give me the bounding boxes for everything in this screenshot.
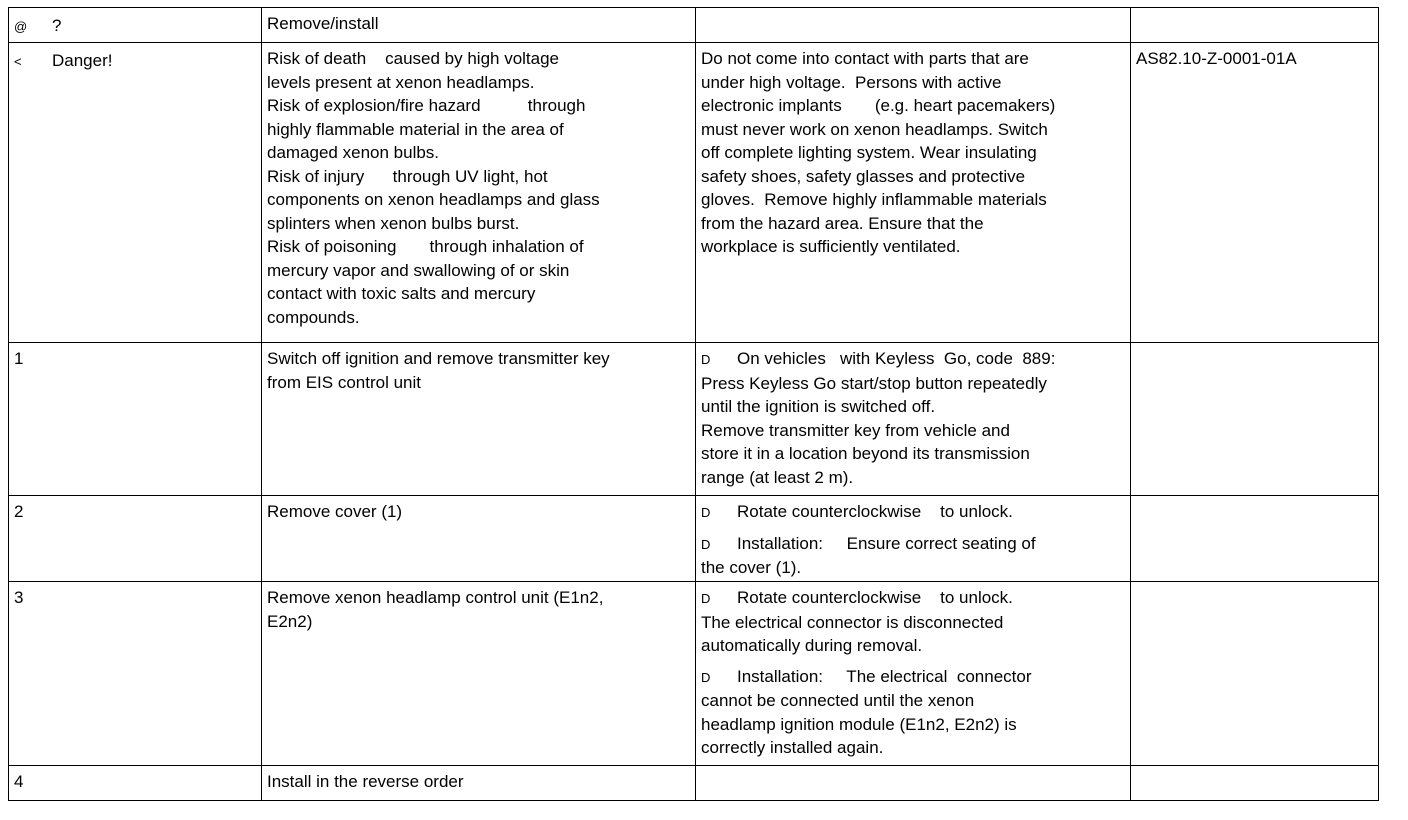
line-text: until the ignition is switched off. — [701, 397, 936, 416]
line-text: electronic implants (e.g. heart pacemakers) — [701, 96, 1056, 115]
line-text: from the hazard area. Ensure that the — [701, 213, 984, 233]
bullet-marker: D — [701, 505, 711, 520]
text-line — [267, 212, 690, 236]
reference-cell — [1130, 581, 1379, 766]
bullet-marker: D — [701, 669, 711, 685]
text-line — [267, 610, 690, 634]
line-text: splinters when xenon bulbs burst. — [267, 213, 520, 233]
step-cell — [8, 581, 262, 766]
text-line — [701, 165, 1125, 189]
text-line — [701, 347, 1125, 372]
line-text: On vehicles with Keyless Go, code 889: — [737, 349, 1056, 368]
line-text: workplace is sufficiently ventilated. — [701, 237, 961, 256]
line-text: Risk of explosion/fire hazard through — [267, 96, 586, 115]
text-line — [701, 212, 1125, 236]
text-line — [701, 689, 1125, 713]
line-text: correctly installed again. — [701, 738, 884, 757]
text-line — [701, 532, 1125, 557]
bullet-item — [701, 586, 1125, 658]
line-text: levels present at xenon headlamps. — [267, 72, 535, 92]
step-label: Danger! — [52, 51, 113, 70]
line-text: Remove xenon headlamp control unit (E1n2, — [267, 588, 604, 607]
line-text: must never work on xenon headlamps. Switch — [701, 119, 1048, 139]
text-line — [701, 94, 1125, 118]
bullet-item — [701, 347, 1125, 489]
paragraph — [267, 500, 690, 524]
paragraph — [701, 47, 1125, 259]
reference-cell — [1130, 495, 1379, 582]
bullet-item — [701, 665, 1125, 760]
text-line — [701, 118, 1125, 142]
text-line — [701, 141, 1125, 165]
line-text: Press Keyless Go start/stop button repeatedly — [701, 373, 1047, 393]
line-text: from EIS control unit — [267, 372, 422, 392]
notes-cell — [695, 42, 1131, 343]
bullet-item — [701, 532, 1125, 580]
bullet-item — [701, 500, 1125, 525]
text-line — [701, 665, 1125, 690]
reference-cell — [1130, 765, 1379, 801]
document-reference: AS82.10-Z-0001-01A — [1136, 49, 1297, 68]
text-line — [701, 235, 1125, 259]
line-text: gloves. Remove highly inflammable materials — [701, 190, 1047, 209]
text-line — [701, 466, 1125, 490]
notes-cell — [695, 581, 1131, 766]
text-line — [267, 259, 690, 283]
question-symbol: ? — [52, 16, 62, 35]
procedure-heading: Remove/install — [267, 14, 379, 33]
line-text: Risk of injury through UV light, hot — [267, 166, 548, 186]
text-line — [267, 235, 690, 259]
action-cell — [261, 342, 696, 496]
line-text: Risk of death caused by high voltage — [267, 49, 560, 68]
step-cell — [8, 342, 262, 496]
text-line — [701, 395, 1125, 419]
text-line — [267, 165, 690, 189]
text-line — [701, 736, 1125, 760]
paragraph — [267, 347, 690, 394]
line-text: Do not come into contact with parts that are — [701, 49, 1029, 68]
line-text: cannot be connected until the xenon — [701, 691, 975, 710]
action-cell — [261, 42, 696, 343]
line-text: under high voltage. Persons with active — [701, 72, 1002, 92]
text-line — [701, 442, 1125, 466]
text-line — [267, 306, 690, 330]
line-text: Remove cover (1) — [267, 502, 403, 521]
line-text: components on xenon headlamps and glass — [267, 190, 600, 209]
text-line — [701, 47, 1125, 71]
heading-cell — [261, 7, 696, 43]
reference-cell — [1130, 42, 1379, 343]
text-line — [267, 770, 690, 794]
line-text: the cover (1). — [701, 558, 802, 577]
line-text: The electrical connector is disconnected — [701, 612, 1004, 632]
line-text: contact with toxic salts and mercury — [267, 284, 536, 303]
line-text: Rotate counterclockwise to unlock. — [737, 588, 1013, 607]
line-text: mercury vapor and swallowing of or skin — [267, 260, 570, 280]
text-line — [267, 282, 690, 306]
line-text: off complete lighting system. Wear insulating — [701, 143, 1037, 162]
line-text: Remove transmitter key from vehicle and — [701, 420, 1010, 440]
text-line — [701, 419, 1125, 443]
at-symbol: @ — [14, 19, 28, 34]
bullet-marker: D — [701, 352, 711, 367]
text-line — [701, 586, 1125, 611]
line-text: highly flammable material in the area of — [267, 119, 564, 139]
text-line — [701, 500, 1125, 525]
line-text: damaged xenon bulbs. — [267, 143, 440, 162]
line-text: Installation: The electrical connector — [737, 666, 1032, 686]
bullet-marker: D — [701, 591, 711, 606]
text-line — [267, 347, 690, 371]
step-number: 1 — [14, 349, 24, 368]
notes-cell — [695, 495, 1131, 582]
bullet-marker: D — [701, 536, 711, 552]
empty-cell — [695, 7, 1131, 43]
notes-cell — [695, 342, 1131, 496]
text-line — [267, 371, 690, 395]
paragraph — [267, 47, 690, 329]
step-number: 3 — [14, 588, 24, 607]
paragraph — [267, 586, 690, 633]
action-cell — [261, 495, 696, 582]
line-text: headlamp ignition module (E1n2, E2n2) is — [701, 714, 1017, 734]
text-line — [267, 47, 690, 71]
line-text: Installation: Ensure correct seating of — [737, 533, 1036, 553]
paragraph — [267, 770, 690, 794]
line-text: Rotate counterclockwise to unlock. — [737, 502, 1013, 521]
text-line — [267, 118, 690, 142]
text-line — [701, 556, 1125, 580]
line-text: store it in a location beyond its transmission — [701, 444, 1030, 463]
text-line — [701, 372, 1125, 396]
text-line — [267, 188, 690, 212]
line-text: range (at least 2 m). — [701, 467, 854, 487]
text-line — [701, 634, 1125, 658]
line-text: safety shoes, safety glasses and protective — [701, 166, 1026, 186]
text-line — [701, 188, 1125, 212]
reference-cell — [1130, 342, 1379, 496]
text-line — [701, 713, 1125, 737]
empty-cell — [1130, 7, 1379, 43]
step-cell — [8, 765, 262, 801]
text-line — [701, 611, 1125, 635]
symbol-cell — [8, 7, 262, 43]
step-cell — [8, 495, 262, 582]
text-line — [267, 141, 690, 165]
line-text: compounds. — [267, 307, 360, 327]
step-number: 2 — [14, 502, 24, 521]
text-line — [701, 71, 1125, 95]
action-cell — [261, 765, 696, 801]
text-line — [267, 94, 690, 118]
line-text: E2n2) — [267, 611, 313, 631]
text-line — [267, 586, 690, 610]
step-number: 4 — [14, 772, 24, 791]
notes-cell — [695, 765, 1131, 801]
step-cell — [8, 42, 262, 343]
line-text: Install in the reverse order — [267, 772, 464, 791]
action-cell — [261, 581, 696, 766]
warning-symbol: < — [14, 54, 22, 69]
text-line — [267, 500, 690, 524]
text-line — [267, 71, 690, 95]
line-text: Risk of poisoning through inhalation of — [267, 237, 584, 256]
line-text: Switch off ignition and remove transmitter key — [267, 349, 610, 368]
line-text: automatically during removal. — [701, 636, 923, 655]
